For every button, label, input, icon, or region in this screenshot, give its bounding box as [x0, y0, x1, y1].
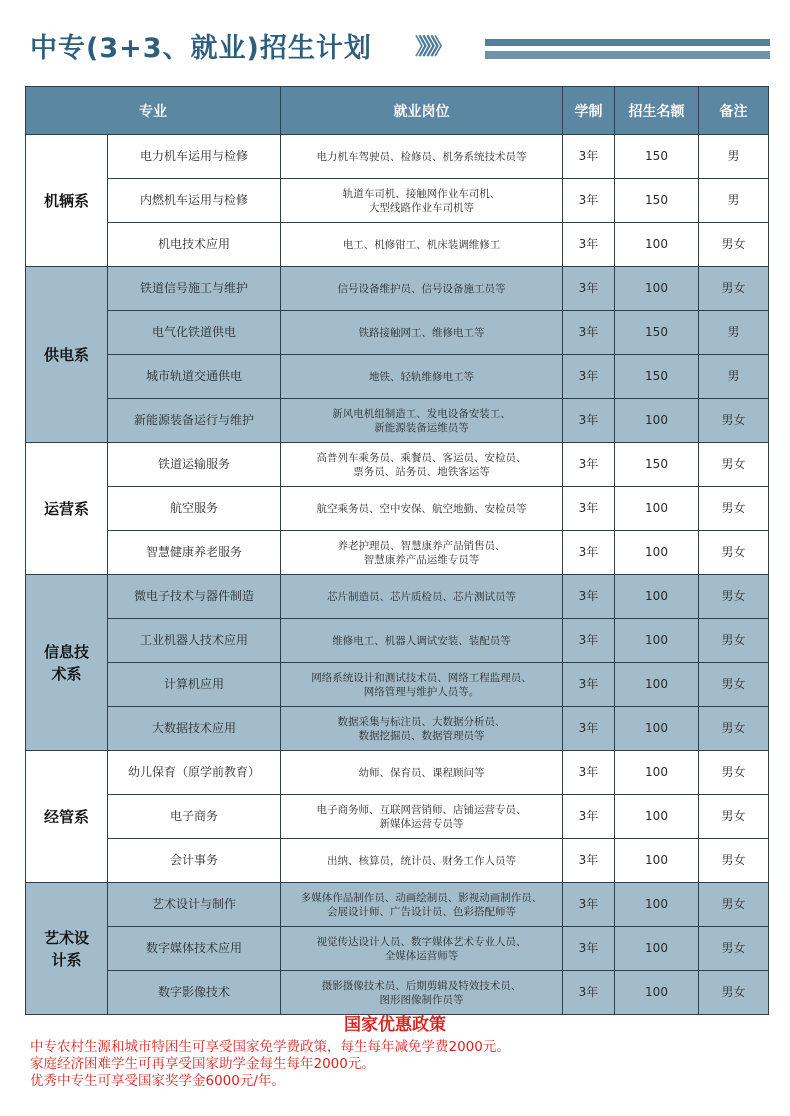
gender-note: 男女 — [699, 839, 769, 883]
major-name: 电气化铁道供电 — [108, 311, 281, 355]
department-name: 艺术设 计系 — [26, 883, 108, 1015]
duration-value: 3年 — [563, 487, 615, 531]
duration-value: 3年 — [563, 355, 615, 399]
header-stripe — [485, 39, 770, 46]
column-header-duration: 学制 — [563, 87, 615, 135]
job-positions: 电力机车驾驶员、检修员、机务系统技术员等 — [281, 135, 563, 179]
duration-value: 3年 — [563, 311, 615, 355]
job-positions: 数据采集与标注员、大数据分析员、 数据挖掘员、数据管理员等 — [281, 707, 563, 751]
job-positions: 出纳、核算员，统计员、财务工作人员等 — [281, 839, 563, 883]
gender-note: 男女 — [699, 399, 769, 443]
table-row — [26, 223, 769, 267]
department-name: 运营系 — [26, 443, 108, 575]
department-name: 机辆系 — [26, 135, 108, 267]
department-name: 信息技 术系 — [26, 575, 108, 751]
major-name: 电子商务 — [108, 795, 281, 839]
table-row — [26, 883, 769, 927]
chevron-decoration-icon: 》》》》》 — [415, 35, 447, 60]
gender-note: 男女 — [699, 795, 769, 839]
column-header-major: 专业 — [26, 87, 281, 135]
gender-note: 男女 — [699, 883, 769, 927]
gender-note: 男女 — [699, 751, 769, 795]
duration-value: 3年 — [563, 267, 615, 311]
job-positions: 电工、机修钳工、机床装调维修工 — [281, 223, 563, 267]
job-positions: 视觉传达设计人员、数字媒体艺术专业人员、 全媒体运营师等 — [281, 927, 563, 971]
major-name: 微电子技术与器件制造 — [108, 575, 281, 619]
major-name: 机电技术应用 — [108, 223, 281, 267]
table-row — [26, 971, 769, 1015]
major-name: 会计事务 — [108, 839, 281, 883]
gender-note: 男女 — [699, 575, 769, 619]
table-row — [26, 751, 769, 795]
job-positions: 新风电机组制造工、发电设备安装工、 新能源装备运维员等 — [281, 399, 563, 443]
table-row — [26, 135, 769, 179]
department-name: 供电系 — [26, 267, 108, 443]
duration-value: 3年 — [563, 531, 615, 575]
major-name: 智慧健康养老服务 — [108, 531, 281, 575]
column-header-notes: 备注 — [699, 87, 769, 135]
column-header-jobs: 就业岗位 — [281, 87, 563, 135]
department-name: 经管系 — [26, 751, 108, 883]
table-header-row — [26, 87, 769, 135]
policy-section — [0, 1010, 790, 1090]
duration-value: 3年 — [563, 663, 615, 707]
policy-title: 国家优惠政策 — [344, 1015, 446, 1035]
table-row — [26, 355, 769, 399]
job-positions: 信号设备维护员、信号设备施工员等 — [281, 267, 563, 311]
table-row — [26, 531, 769, 575]
major-name: 电力机车运用与检修 — [108, 135, 281, 179]
job-positions: 芯片制造员、芯片质检员、芯片测试员等 — [281, 575, 563, 619]
policy-line: 中专农村生源和城市特困生可享受国家免学费政策，每生每年减免学费2000元。 — [30, 1039, 510, 1055]
table-row — [26, 487, 769, 531]
gender-note: 男女 — [699, 707, 769, 751]
gender-note: 男女 — [699, 531, 769, 575]
table-row — [26, 179, 769, 223]
table-row — [26, 927, 769, 971]
duration-value: 3年 — [563, 971, 615, 1015]
table-row — [26, 267, 769, 311]
header-stripe — [485, 51, 770, 59]
gender-note: 男女 — [699, 443, 769, 487]
duration-value: 3年 — [563, 619, 615, 663]
duration-value: 3年 — [563, 443, 615, 487]
gender-note: 男 — [699, 355, 769, 399]
major-name: 计算机应用 — [108, 663, 281, 707]
job-positions: 电子商务师、互联网营销师、店铺运营专员、 新媒体运营专员等 — [281, 795, 563, 839]
gender-note: 男女 — [699, 971, 769, 1015]
major-name: 航空服务 — [108, 487, 281, 531]
job-positions: 维修电工、机器人调试安装、装配员等 — [281, 619, 563, 663]
duration-value: 3年 — [563, 707, 615, 751]
quota-value: 100 — [615, 707, 699, 751]
major-name: 新能源装备运行与维护 — [108, 399, 281, 443]
quota-value: 100 — [615, 839, 699, 883]
gender-note: 男女 — [699, 927, 769, 971]
gender-note: 男 — [699, 311, 769, 355]
page-title: 中专(3+3、就业)招生计划 — [30, 33, 372, 64]
quota-value: 100 — [615, 619, 699, 663]
policy-line: 家庭经济困难学生可再享受国家助学金每生每年2000元。 — [30, 1056, 375, 1072]
job-positions: 养老护理员、智慧康养产品销售员、 智慧康养产品运维专员等 — [281, 531, 563, 575]
gender-note: 男女 — [699, 223, 769, 267]
job-positions: 航空乘务员、空中安保、航空地勤、安检员等 — [281, 487, 563, 531]
major-name: 城市轨道交通供电 — [108, 355, 281, 399]
column-header-quota: 招生名额 — [615, 87, 699, 135]
job-positions: 摄影摄像技术员、后期剪辑及特效技术员、 图形图像制作员等 — [281, 971, 563, 1015]
duration-value: 3年 — [563, 399, 615, 443]
quota-value: 100 — [615, 487, 699, 531]
quota-value: 100 — [615, 663, 699, 707]
quota-value: 100 — [615, 883, 699, 927]
quota-value: 100 — [615, 751, 699, 795]
table-body — [26, 135, 769, 1015]
major-name: 数字影像技术 — [108, 971, 281, 1015]
job-positions: 幼师、保育员、课程顾问等 — [281, 751, 563, 795]
major-name: 铁道信号施工与维护 — [108, 267, 281, 311]
duration-value: 3年 — [563, 575, 615, 619]
quota-value: 100 — [615, 399, 699, 443]
quota-value: 150 — [615, 135, 699, 179]
duration-value: 3年 — [563, 223, 615, 267]
quota-value: 150 — [615, 311, 699, 355]
duration-value: 3年 — [563, 795, 615, 839]
table-row — [26, 707, 769, 751]
job-positions: 铁路接触网工、维修电工等 — [281, 311, 563, 355]
quota-value: 150 — [615, 443, 699, 487]
quota-value: 150 — [615, 179, 699, 223]
gender-note: 男 — [699, 179, 769, 223]
gender-note: 男女 — [699, 663, 769, 707]
major-name: 大数据技术应用 — [108, 707, 281, 751]
duration-value: 3年 — [563, 839, 615, 883]
quota-value: 100 — [615, 971, 699, 1015]
gender-note: 男女 — [699, 487, 769, 531]
major-name: 内燃机车运用与检修 — [108, 179, 281, 223]
major-name: 数字媒体技术应用 — [108, 927, 281, 971]
quota-value: 100 — [615, 267, 699, 311]
quota-value: 100 — [615, 531, 699, 575]
table-row — [26, 795, 769, 839]
table-row — [26, 311, 769, 355]
gender-note: 男 — [699, 135, 769, 179]
gender-note: 男女 — [699, 619, 769, 663]
table-row — [26, 663, 769, 707]
quota-value: 100 — [615, 927, 699, 971]
table-row — [26, 575, 769, 619]
header — [0, 0, 790, 80]
major-name: 铁道运输服务 — [108, 443, 281, 487]
enrollment-table — [25, 86, 769, 1015]
duration-value: 3年 — [563, 883, 615, 927]
job-positions: 地铁、轻轨维修电工等 — [281, 355, 563, 399]
quota-value: 100 — [615, 223, 699, 267]
major-name: 艺术设计与制作 — [108, 883, 281, 927]
duration-value: 3年 — [563, 135, 615, 179]
quota-value: 150 — [615, 355, 699, 399]
quota-value: 100 — [615, 795, 699, 839]
table-row — [26, 443, 769, 487]
policy-line: 优秀中专生可享受国家奖学金6000元/年。 — [30, 1073, 285, 1089]
job-positions: 网络系统设计和测试技术员、网络工程监理员、 网络管理与维护人员等。 — [281, 663, 563, 707]
duration-value: 3年 — [563, 179, 615, 223]
duration-value: 3年 — [563, 751, 615, 795]
duration-value: 3年 — [563, 927, 615, 971]
table-row — [26, 399, 769, 443]
job-positions: 多媒体作品制作员、动画绘制员、影视动画制作员、 会展设计师、广告设计员、色彩搭配师等 — [281, 883, 563, 927]
major-name: 幼儿保育（原学前教育） — [108, 751, 281, 795]
quota-value: 100 — [615, 575, 699, 619]
table-row — [26, 619, 769, 663]
major-name: 工业机器人技术应用 — [108, 619, 281, 663]
gender-note: 男女 — [699, 267, 769, 311]
job-positions: 轨道车司机、接触网作业车司机、 大型线路作业车司机等 — [281, 179, 563, 223]
job-positions: 高普列车乘务员、乘餐员、客运员、安检员、 票务员、站务员、地铁客运等 — [281, 443, 563, 487]
table-row — [26, 839, 769, 883]
